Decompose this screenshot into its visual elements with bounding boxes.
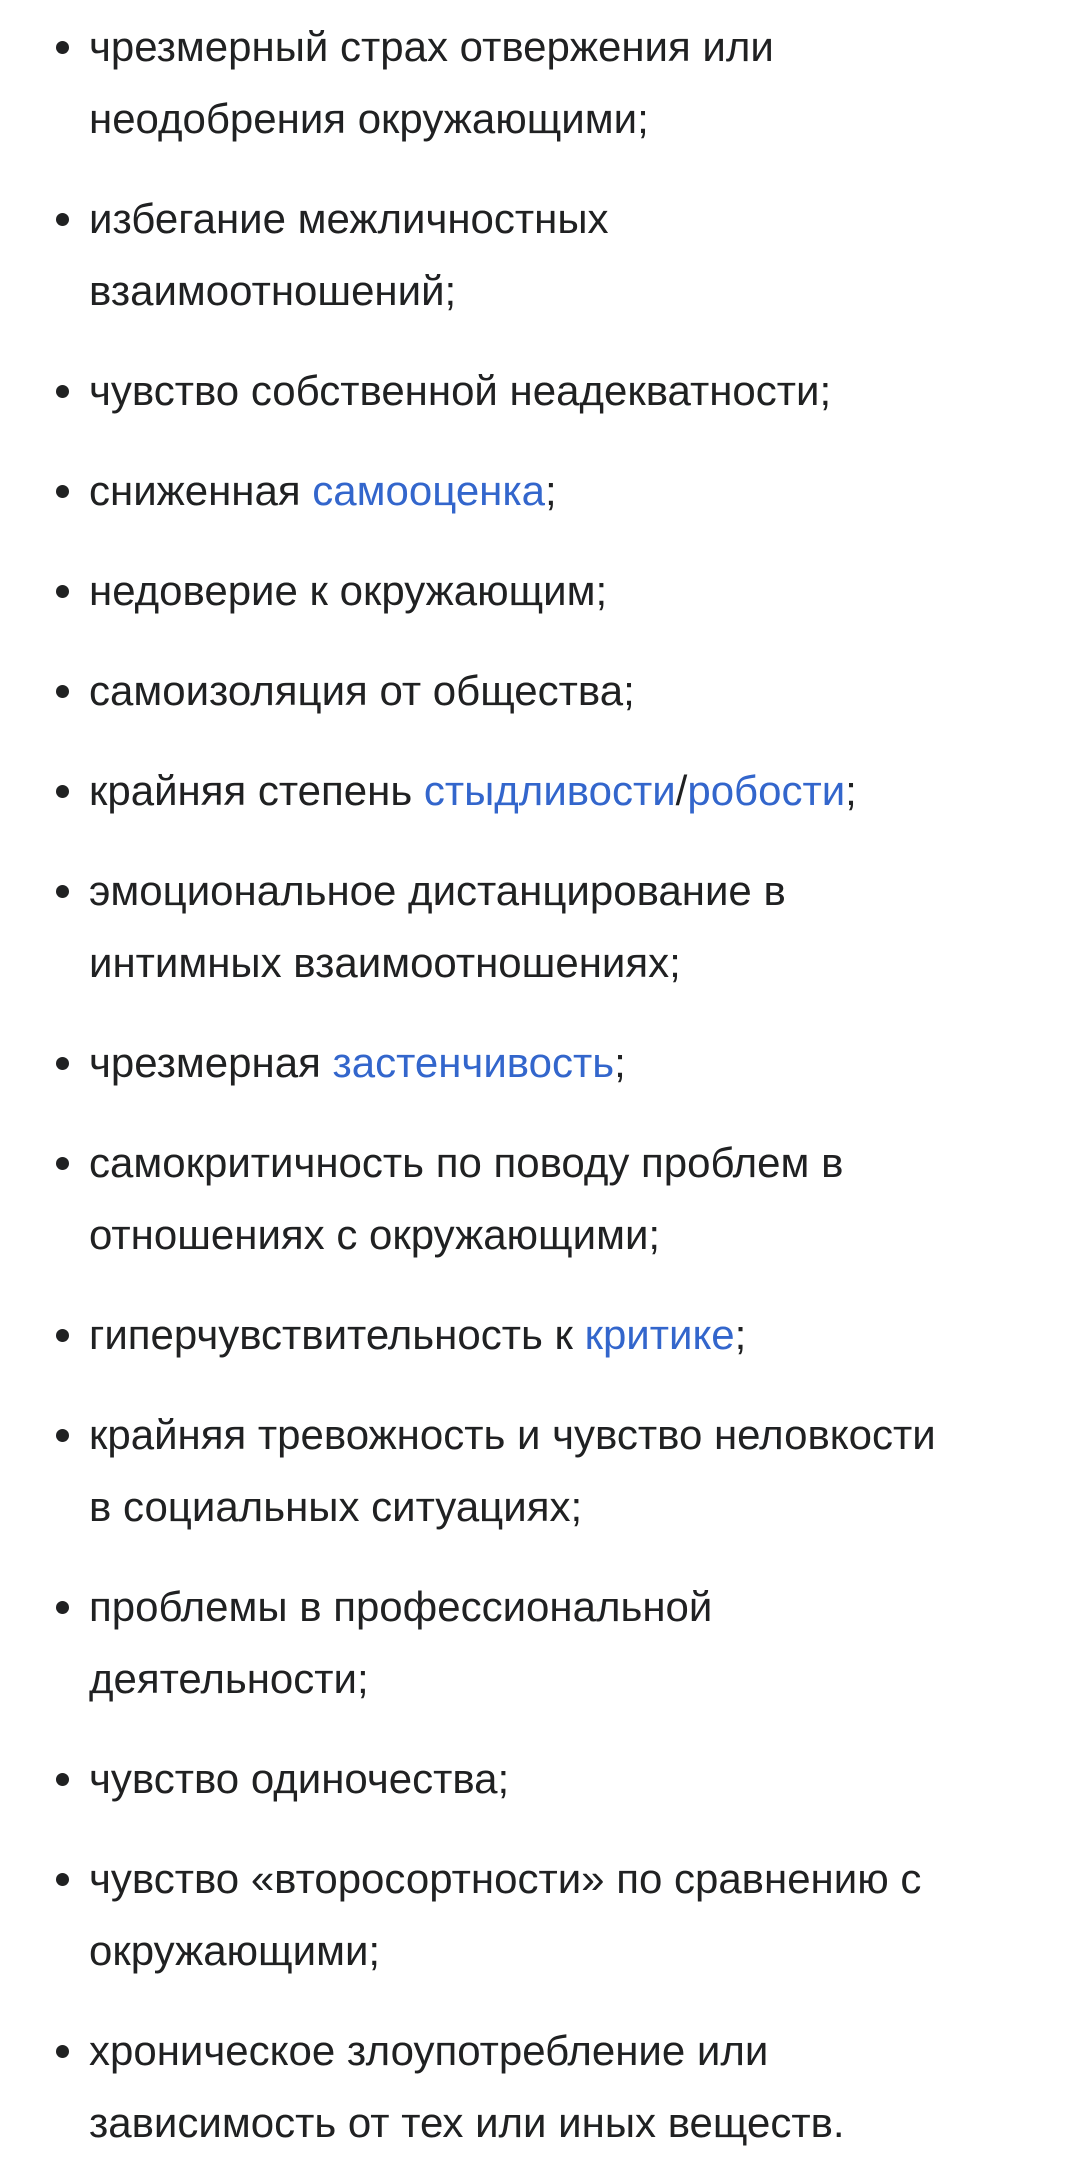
list-item-text	[89, 1399, 1049, 1543]
list-item-segment: чрезмерная	[89, 1039, 333, 1086]
list-item-segment: чувство одиночества;	[89, 1755, 510, 1802]
bullet-icon	[56, 1157, 69, 1170]
list-item-line	[89, 255, 1049, 327]
list-item-segment: неодобрения окружающими;	[89, 95, 649, 142]
list-item-segment: самоизоляция от общества;	[89, 667, 635, 714]
list-item-text	[89, 755, 1049, 827]
bullet-icon	[56, 485, 69, 498]
list-item-line	[89, 1843, 1049, 1915]
bullet-icon	[56, 1329, 69, 1342]
list-item-line	[89, 2015, 1049, 2087]
bullet-icon	[56, 1873, 69, 1886]
list-item-text	[89, 11, 1049, 155]
list-item-segment: избегание межличностных	[89, 195, 609, 242]
list-item-segment: ;	[614, 1039, 626, 1086]
list-item-line	[89, 1027, 1049, 1099]
bullet-icon	[56, 585, 69, 598]
list-item-text	[89, 855, 1049, 999]
list-item-line	[89, 183, 1049, 255]
wiki-link[interactable]: критике	[584, 1311, 735, 1358]
list-item-segment: хроническое злоупотребление или	[89, 2027, 769, 2074]
bullet-icon	[56, 1773, 69, 1786]
list-item-text	[89, 1299, 1049, 1371]
list-item-segment: интимных взаимоотношениях;	[89, 939, 681, 986]
list-item-text	[89, 1027, 1049, 1099]
bullet-icon	[56, 213, 69, 226]
list-item-line	[89, 1471, 1049, 1543]
list-item-segment: самокритичность по поводу проблем в	[89, 1139, 844, 1186]
list-item-segment: сниженная	[89, 467, 313, 514]
list-item-segment: проблемы в профессиональной	[89, 1583, 713, 1630]
list-item-segment: взаимоотношений;	[89, 267, 457, 314]
list-item-line	[89, 555, 1049, 627]
list-item-segment: зависимость от тех или иных веществ.	[89, 2099, 845, 2146]
list-item-segment: ;	[734, 1311, 747, 1358]
bullet-icon	[56, 685, 69, 698]
list-item-line	[89, 355, 1049, 427]
bullet-icon	[56, 1057, 69, 1070]
list-item-line	[89, 855, 1049, 927]
list-item-segment: чувство собственной неадекватности;	[89, 367, 832, 414]
list-item-segment: гиперчувствительность к	[89, 1311, 585, 1358]
list-item-text	[89, 1743, 1049, 1815]
list-item-segment: окружающими;	[89, 1927, 381, 1974]
list-item-line	[89, 1299, 1049, 1371]
list-item-text	[89, 655, 1049, 727]
list-item-segment: крайняя тревожность и чувство неловкости	[89, 1411, 936, 1458]
list-item-segment: деятельности;	[89, 1655, 369, 1702]
bullet-icon	[56, 785, 69, 798]
list-item-line	[89, 2087, 1049, 2159]
list-item-line	[89, 927, 1049, 999]
bullet-icon	[56, 885, 69, 898]
list-item-segment: чрезмерный страх отвержения или	[89, 23, 774, 70]
bullet-icon	[56, 385, 69, 398]
bullet-icon	[56, 41, 69, 54]
list-item-line	[89, 1127, 1049, 1199]
list-item-text	[89, 1127, 1049, 1271]
list-item-line	[89, 1399, 1049, 1471]
list-item-text	[89, 183, 1049, 327]
wiki-link[interactable]: стыдливости	[423, 767, 676, 814]
list-item-line	[89, 1571, 1049, 1643]
list-item-segment: ;	[845, 767, 857, 814]
list-item-text	[89, 2015, 1049, 2159]
list-item-segment: отношениях с окружающими;	[89, 1211, 661, 1258]
list-item-segment: чувство «второсортности» по сравнению с	[89, 1855, 922, 1902]
list-item-text	[89, 555, 1049, 627]
list-item-line	[89, 11, 1049, 83]
list-item-segment: эмоциональное дистанцирование в	[89, 867, 786, 914]
list-item-segment: в социальных ситуациях;	[89, 1483, 583, 1530]
list-item-text	[89, 1843, 1049, 1987]
list-item-line	[89, 1643, 1049, 1715]
list-item-line	[89, 655, 1049, 727]
list-item-line	[89, 1743, 1049, 1815]
list-item-line	[89, 1915, 1049, 1987]
bullet-icon	[56, 1429, 69, 1442]
list-item-line	[89, 83, 1049, 155]
list-item-segment: /	[675, 767, 688, 814]
wiki-link[interactable]: робости	[687, 767, 846, 814]
list-item-text	[89, 1571, 1049, 1715]
list-item-text	[89, 455, 1049, 527]
wiki-link[interactable]: застенчивость	[332, 1039, 615, 1086]
list-item-segment: недоверие к окружающим;	[89, 567, 608, 614]
wiki-link[interactable]: самооценка	[312, 467, 546, 514]
list-item-segment: ;	[545, 467, 557, 514]
list-item-segment: крайняя степень	[89, 767, 424, 814]
bullet-icon	[56, 1601, 69, 1614]
list-item-text	[89, 355, 1049, 427]
list-item-line	[89, 1199, 1049, 1271]
list-item-line	[89, 755, 1049, 827]
bullet-icon	[56, 2045, 69, 2058]
list-item-line	[89, 455, 1049, 527]
